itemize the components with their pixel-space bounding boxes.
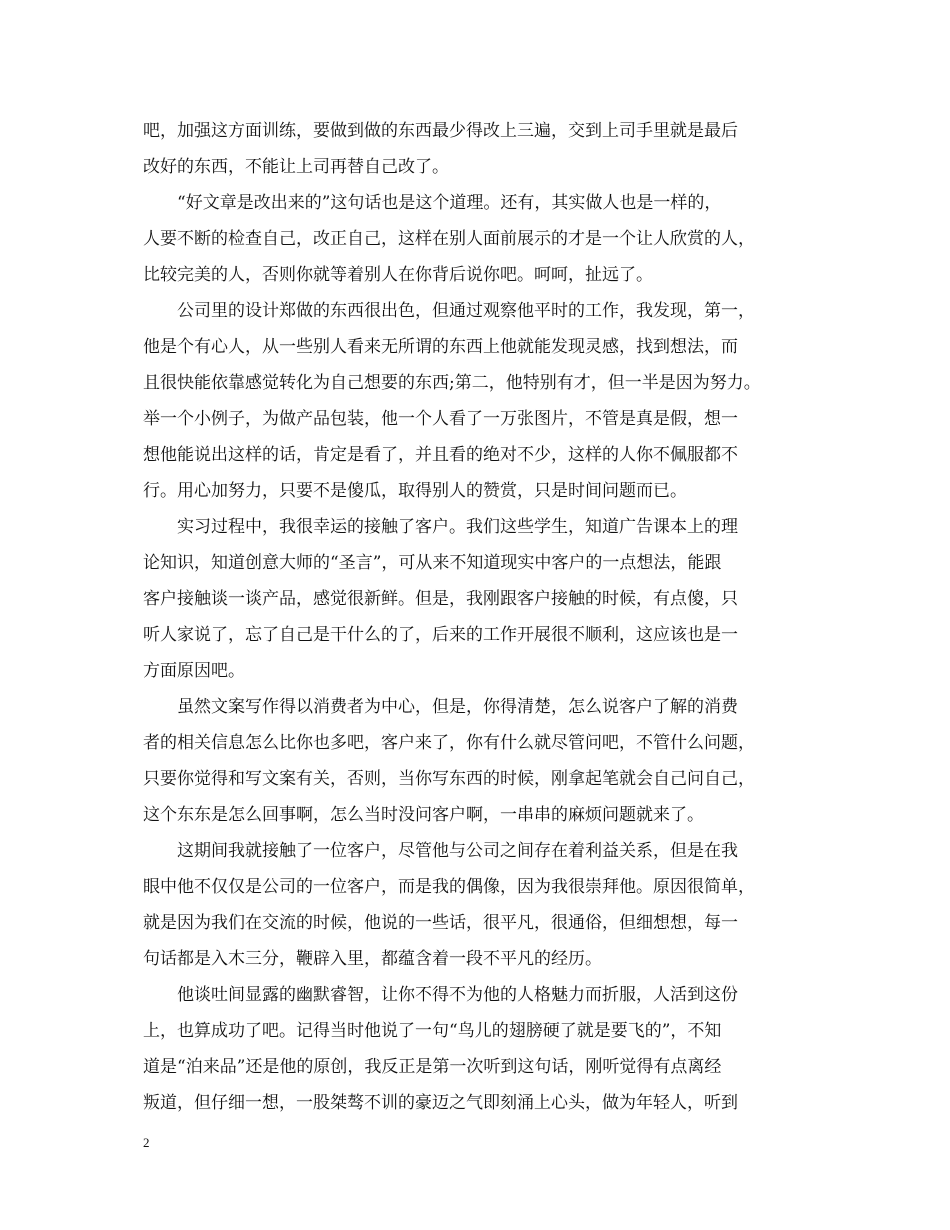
text-line: 者的相关信息怎么比你也多吧，客户来了，你有什么就尽管问吧，不管什么问题，	[143, 733, 755, 753]
paragraph-1	[143, 113, 811, 185]
text-line: 他谈吐间显露的幽默睿智，让你不得不为他的人格魅力而折服，人活到这份	[177, 985, 738, 1005]
text-line: 就是因为我们在交流的时候，他说的一些话，很平凡，很通俗，但细想想，每一	[143, 913, 738, 933]
text-line: 论知识，知道创意大师的“圣言”，可从来不知道现实中客户的一点想法，能跟	[143, 553, 722, 573]
text-line: 这期间我就接触了一位客户，尽管他与公司之间存在着利益关系，但是在我	[177, 841, 738, 861]
text-line: 句话都是入木三分，鞭辟入里，都蕴含着一段不平凡的经历。	[143, 949, 602, 969]
text-line: 道是“泊来品”还是他的原创，我反正是第一次听到这句话，刚听觉得有点离经	[143, 1057, 722, 1077]
text-line: 吧，加强这方面训练，要做到做的东西最少得改上三遍，交到上司手里就是最后	[143, 121, 738, 141]
text-line: 行。用心加努力，只要不是傻瓜，取得别人的赞赏，只是时间问题而已。	[143, 481, 687, 501]
text-line: 举一个小例子，为做产品包装，他一个人看了一万张图片，不管是真是假，想一	[143, 409, 738, 429]
text-line: 上，也算成功了吧。记得当时他说了一句“鸟儿的翅膀硬了就是要飞的”，不知	[143, 1021, 722, 1041]
text-line: 想他能说出这样的话，肯定是看了，并且看的绝对不少，这样的人你不佩服都不	[143, 445, 738, 465]
text-line: 只要你觉得和写文案有关，否则，当你写东西的时候，刚拿起笔就会自己问自己，	[143, 769, 755, 789]
page-number: 2	[143, 1135, 150, 1150]
paragraph-7	[143, 977, 811, 1121]
text-line: 听人家说了，忘了自己是干什么的了，后来的工作开展很不顺利，这应该也是一	[143, 625, 738, 645]
text-line: 虽然文案写作得以消费者为中心，但是，你得清楚，怎么说客户了解的消费	[177, 697, 738, 717]
paragraph-3	[143, 293, 811, 509]
paragraph-6	[143, 833, 811, 977]
text-line: 且很快能依靠感觉转化为自己想要的东西;第二，他特别有才，但一半是因为努力。	[143, 373, 761, 393]
text-line: “好文章是改出来的”这句话也是这个道理。还有，其实做人也是一样的，	[177, 193, 722, 213]
text-line: 改好的东西，不能让上司再替自己改了。	[143, 157, 449, 177]
text-line: 比较完美的人，否则你就等着别人在你背后说你吧。呵呵，扯远了。	[143, 265, 653, 285]
text-line: 他是个有心人，从一些别人看来无所谓的东西上他就能发现灵感，找到想法，而	[143, 337, 738, 357]
text-line: 方面原因吧。	[143, 661, 245, 681]
document-body	[143, 113, 811, 1121]
text-line: 公司里的设计郑做的东西很出色，但通过观察他平时的工作，我发现，第一，	[177, 301, 755, 321]
text-line: 叛道，但仔细一想，一股桀骜不训的豪迈之气即刻涌上心头，做为年轻人，听到	[143, 1093, 738, 1113]
text-line: 眼中他不仅仅是公司的一位客户，而是我的偶像，因为我很崇拜他。原因很简单，	[143, 877, 755, 897]
text-line: 实习过程中，我很幸运的接触了客户。我们这些学生，知道广告课本上的理	[177, 517, 738, 537]
paragraph-5	[143, 689, 811, 833]
text-line: 人要不断的检查自己，改正自己，这样在别人面前展示的才是一个让人欣赏的人，	[143, 229, 755, 249]
paragraph-2	[143, 185, 811, 293]
paragraph-4	[143, 509, 811, 689]
text-line: 客户接触谈一谈产品，感觉很新鲜。但是，我刚跟客户接触的时候，有点傻，只	[143, 589, 738, 609]
text-line: 这个东东是怎么回事啊，怎么当时没问客户啊，一串串的麻烦问题就来了。	[143, 805, 704, 825]
